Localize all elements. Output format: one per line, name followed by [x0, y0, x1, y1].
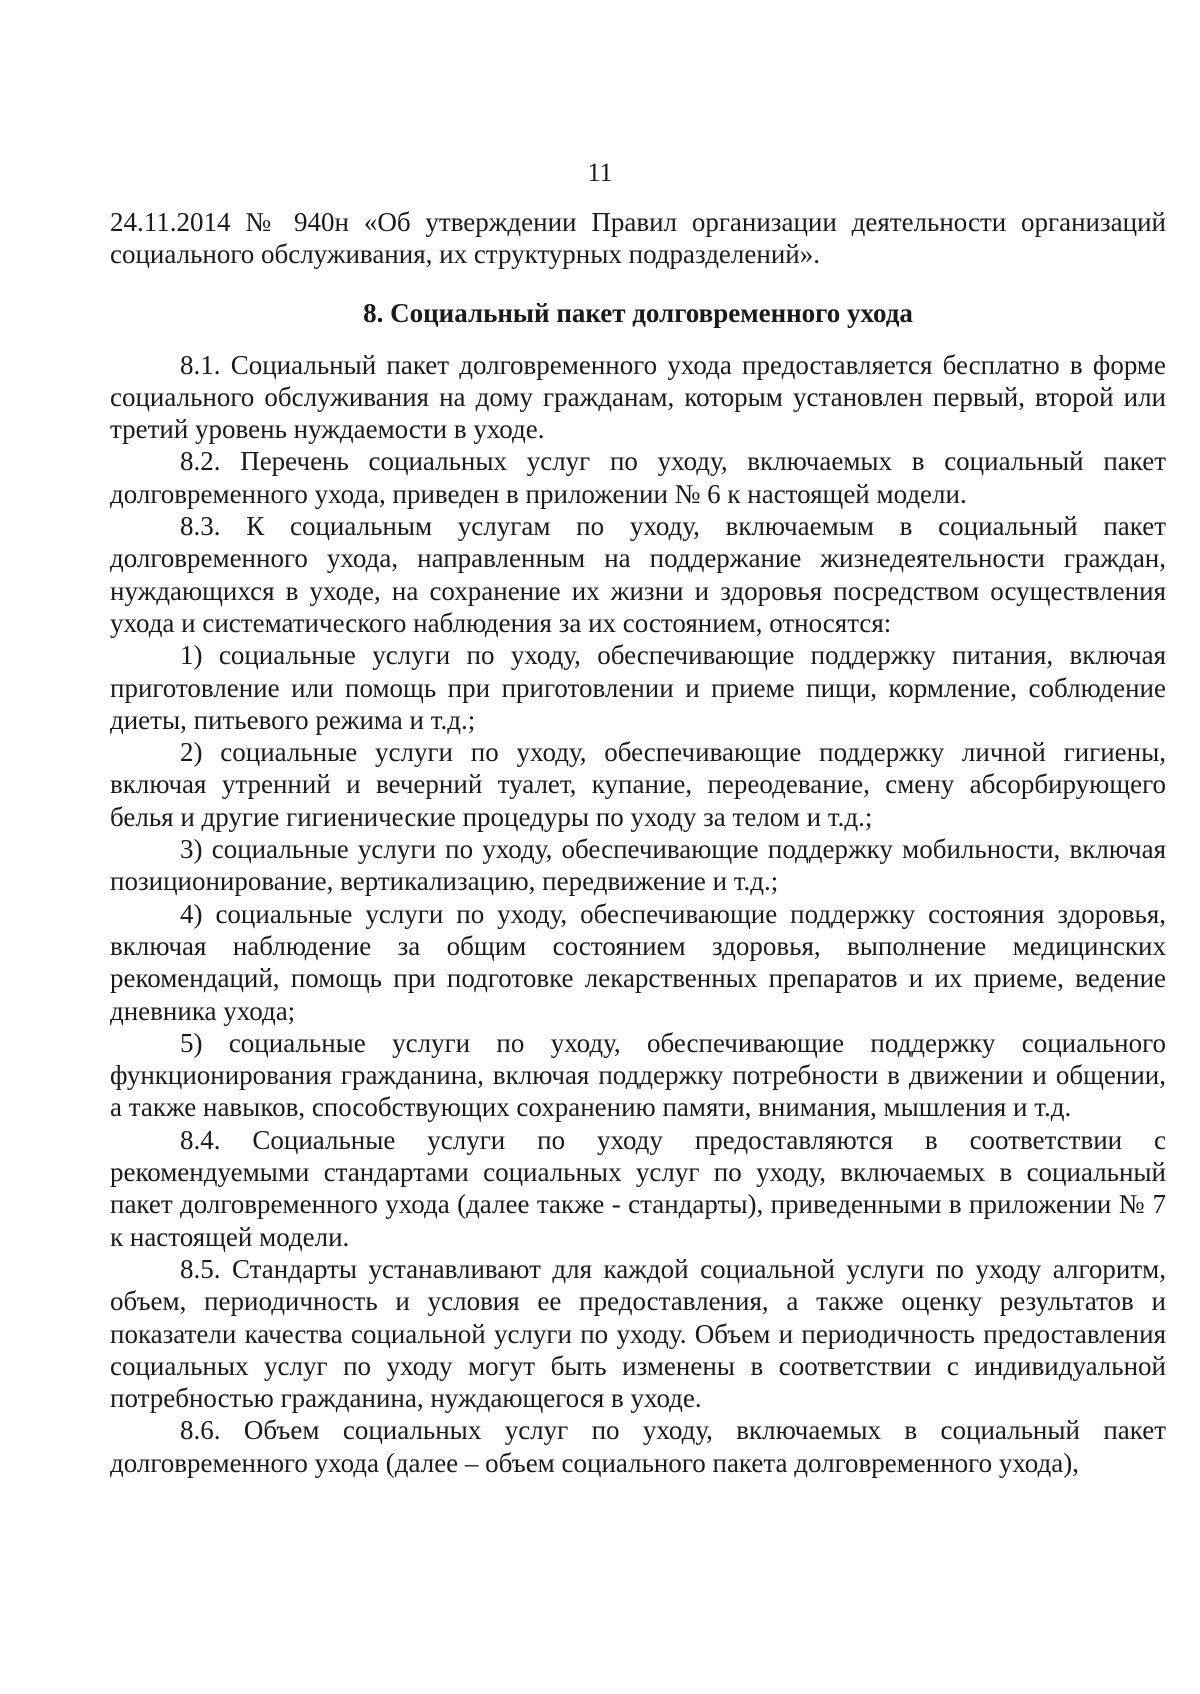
paragraph-8-3: 8.3. К социальным услугам по уходу, включаемым в социальный пакет долговременного ухода, направленным на поддержание жизнедеятельности граждан, нуждающихся в уходе, на сохранение их жизни и здоровья посредством осуществления ухода и систематического наблюдения за их состоянием, относятся: — [110, 511, 1166, 638]
list-item-3: 3) социальные услуги по уходу, обеспечивающие поддержку мобильности, включая позиционирование, вертикализацию, передвижение и т.д.; — [110, 834, 1166, 897]
paragraph-8-4: 8.4. Социальные услуги по уходу предоставляются в соответствии с рекомендуемыми стандартами социальных услуг по уходу, включаемых в социальный пакет долговременного ухода (далее также - стандарты), приведенными в приложении № 7 к настоящей модели. — [110, 1124, 1166, 1252]
list-item-5: 5) социальные услуги по уходу, обеспечивающие поддержку социального функционирования гражданина, включая поддержку потребности в движении и общении, а также навыков, способствующих сохранению памяти, внимания, мышления и т.д. — [110, 1027, 1166, 1123]
page-number: 11 — [587, 158, 613, 187]
section-title: 8. Социальный пакет долговременного ухода — [363, 297, 913, 328]
list-item-2: 2) социальные услуги по уходу, обеспечивающие поддержку личной гигиены, включая утренний и вечерний туалет, купание, переодевание, смену абсорбирующего белья и другие гигиенические процедуры по уходу за телом и т.д.; — [110, 737, 1166, 832]
list-item-4: 4) социальные услуги по уходу, обеспечивающие поддержку состояния здоровья, включая наблюдение за общим состоянием здоровья, выполнение медицинских рекомендаций, помощь при подготовке лекарственных препаратов и их приеме, ведение дневника ухода; — [110, 898, 1166, 1026]
paragraph-8-1: 8.1. Социальный пакет долговременного ухода предоставляется бесплатно в форме социального обслуживания на дому гражданам, которым установлен первый, второй или третий уровень нуждаемости в уходе. — [110, 349, 1166, 445]
list-item-1: 1) социальные услуги по уходу, обеспечивающие поддержку питания, включая приготовление или помощь при приготовлении и приеме пищи, кормление, соблюдение диеты, питьевого режима и т.д.; — [110, 640, 1166, 735]
paragraph-8-2: 8.2. Перечень социальных услуг по уходу, включаемых в социальный пакет долговременного ухода, приведен в приложении № 6 к настоящей модели. — [110, 446, 1166, 509]
document-body — [110, 206, 1166, 1479]
intro-paragraph: 24.11.2014 № 940н «Об утверждении Правил организации деятельности организаций социального обслуживания, их структурных подразделений». — [110, 207, 1166, 270]
paragraph-8-5: 8.5. Стандарты устанавливают для каждой социальной услуги по уходу алгоритм, объем, периодичность и условия ее предоставления, а также оценку результатов и показатели качества социальной услуги по уходу. Объем и периодичность предоставления социальных услуг по уходу могут быть изменены в соответствии с индивидуальной потребностью гражданина, нуждающегося в уходе. — [110, 1253, 1166, 1414]
paragraph-8-6: 8.6. Объем социальных услуг по уходу, включаемых в социальный пакет долговременного ухода (далее – объем социального пакета долговременного ухода), — [110, 1415, 1166, 1478]
